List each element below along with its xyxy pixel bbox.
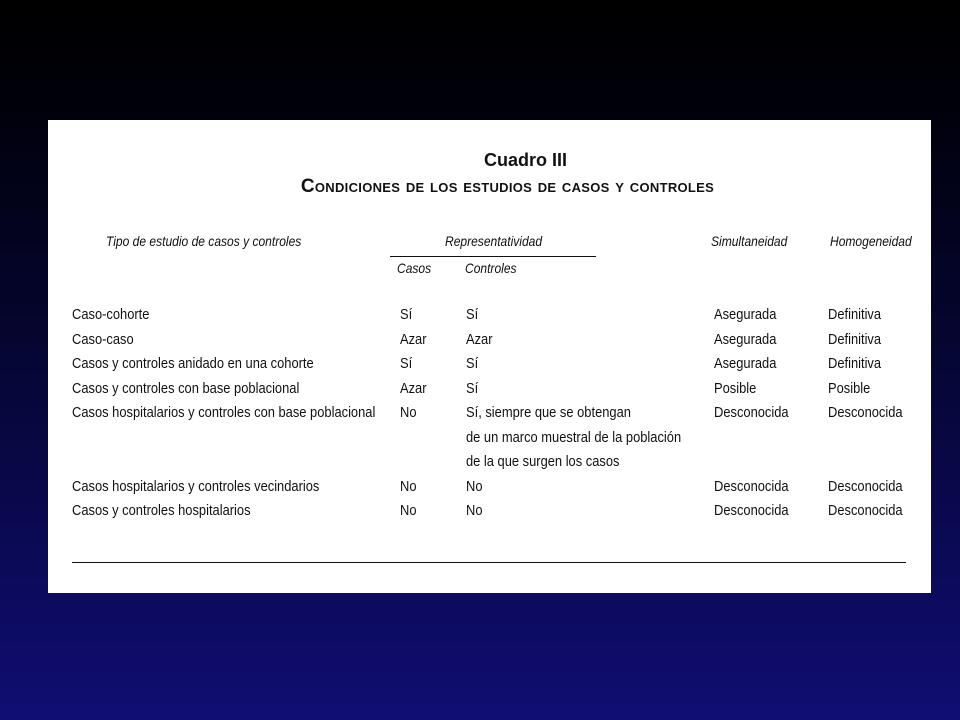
row-study-type: Caso-caso (72, 330, 134, 348)
row-homogeneity: Definitiva (828, 355, 882, 372)
row-controls: No (466, 477, 483, 495)
row-study-type: Casos y controles anidado en una cohorte (72, 355, 314, 372)
row-simultaneity: Asegurada (714, 330, 777, 348)
row-homogeneity: Desconocida (828, 404, 903, 421)
row-simultaneity: Asegurada (714, 306, 777, 323)
row-homogeneity: Desconocida (828, 502, 903, 519)
header-cases: Casos (397, 260, 432, 276)
row-controls: de un marco muestral de la población (466, 428, 682, 446)
row-cases: Sí (400, 306, 413, 323)
table-number: Cuadro III (483, 150, 567, 170)
header-study-type: Tipo de estudio de casos y controles (106, 233, 302, 249)
row-simultaneity: Posible (714, 379, 757, 397)
row-cases: No (400, 477, 417, 495)
row-homogeneity: Definitiva (828, 330, 882, 348)
row-controls: de la que surgen los casos (466, 453, 620, 470)
row-homogeneity: Desconocida (828, 477, 903, 495)
row-homogeneity: Posible (828, 379, 871, 397)
header-representativity: Representatividad (445, 233, 543, 249)
row-homogeneity: Definitiva (828, 306, 882, 323)
row-study-type: Casos y controles hospitalarios (72, 502, 251, 519)
row-study-type: Caso-cohorte (72, 306, 150, 323)
table-title: Condiciones de los estudios de casos y controles (300, 176, 715, 197)
row-simultaneity: Desconocida (714, 502, 789, 519)
row-study-type: Casos hospitalarios y controles vecindarios (72, 477, 320, 495)
row-study-type: Casos hospitalarios y controles con base poblacional (72, 404, 376, 421)
row-cases: Azar (400, 330, 427, 348)
header-homogeneity: Homogeneidad (830, 233, 912, 249)
row-controls: Sí (466, 355, 479, 372)
row-cases: No (400, 404, 417, 421)
representativity-rule (390, 256, 596, 257)
bottom-rule (72, 562, 906, 563)
row-cases: Sí (400, 355, 413, 372)
row-study-type: Casos y controles con base poblacional (72, 379, 300, 397)
row-controls: Azar (466, 330, 493, 348)
row-simultaneity: Desconocida (714, 404, 789, 421)
row-simultaneity: Asegurada (714, 355, 777, 372)
row-controls: No (466, 502, 483, 519)
table-panel (48, 120, 931, 593)
header-simultaneity: Simultaneidad (711, 233, 788, 249)
row-controls: Sí, siempre que se obtengan (466, 404, 631, 421)
row-cases: Azar (400, 379, 427, 397)
row-controls: Sí (466, 306, 479, 323)
row-controls: Sí (466, 379, 479, 397)
row-simultaneity: Desconocida (714, 477, 789, 495)
header-controls: Controles (465, 260, 517, 276)
row-cases: No (400, 502, 417, 519)
